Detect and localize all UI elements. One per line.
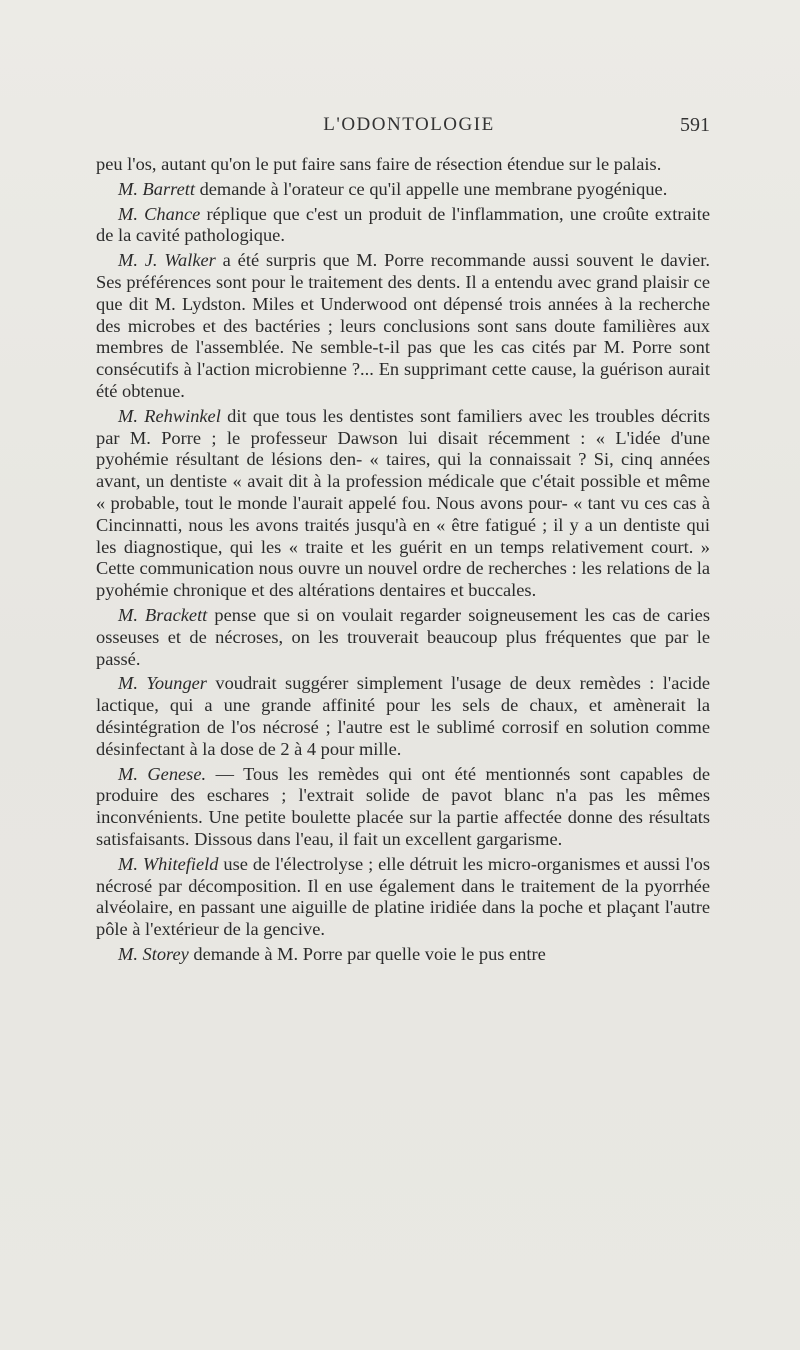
paragraph-barrett	[96, 179, 710, 201]
paragraph-younger	[96, 673, 710, 760]
paragraph-text: use de l'électrolyse ; elle détruit les micro-organismes et aussi l'os nécrosé par décomposition. Il en use également dans le traitement de la pyorrhée alvéolaire, en passant une aiguille de platine iridiée dans la poche et plaçant l'autre pôle à l'extérieur de la gencive.	[96, 853, 710, 940]
paragraph-continuation	[96, 154, 710, 176]
speaker-name: M. Brackett	[118, 604, 208, 625]
speaker-name: M. Rehwinkel	[118, 405, 221, 426]
paragraph-text: a été surpris que M. Porre recommande aussi souvent le davier. Ses préférences sont pour le traitement des dents. Il a entendu avec grand plaisir ce que dit M. Lydston. Miles et Underwood ont dépensé trois années à la recherche des microbes et des bactéries ; leurs conclusions sont sans doute familières aux membres de l'assemblée. Ne semble-t-il pas que les cas cités par M. Porre sont consécutifs à l'action microbienne ?... En supprimant cette cause, la guérison aurait été obtenue.	[96, 250, 710, 401]
paragraph-storey	[96, 944, 710, 966]
paragraph-text: pense que si on voulait regarder soigneusement les cas de caries osseuses et de nécroses, on les trouverait beaucoup plus fréquentes que par le passé.	[96, 604, 711, 669]
paragraph-text: demande à l'orateur ce qu'il appelle une membrane pyogénique.	[194, 178, 668, 199]
journal-title: L'ODONTOLOGIE	[323, 114, 495, 135]
paragraph-genese	[96, 764, 710, 851]
paragraph-whitefield	[96, 854, 710, 941]
speaker-name: M. Genese.	[118, 763, 207, 784]
paragraph-rehwinkel	[96, 406, 710, 602]
paragraph-text: voudrait suggérer simplement l'usage de deux remèdes : l'acide lactique, qui a une grande affinité pour les sels de chaux, et amènerait la désintégration de l'os nécrosé ; l'autre est le sublimé corrosif en solution comme désinfectant à la dose de 2 à 4 pour mille.	[96, 673, 711, 759]
speaker-name: M. Younger	[118, 673, 207, 694]
paragraph-text: peu l'os, autant qu'on le put faire sans faire de résection étendue sur le palais.	[96, 154, 662, 174]
speaker-name: M. Barrett	[118, 178, 195, 199]
paragraph-chance	[96, 204, 710, 248]
running-head	[108, 114, 710, 144]
speaker-name: M. J. Walker	[118, 250, 216, 271]
paragraph-walker	[96, 250, 710, 403]
paragraph-text: réplique que c'est un produit de l'inflammation, une croûte extraite de la cavité pathologique.	[96, 203, 710, 246]
paragraph-text: dit que tous les dentistes sont familiers avec les troubles décrits par M. Porre ; le professeur Dawson lui disait récemment : « L'idée d'une pyohémie résultant de lésions den- « taires, qui la connaissait ? Si, cinq années avant, un dentiste « avait dit à la profession médicale que c'était possible et même « probable, tout le monde l'aurait appelé fou. Nous avons pour- « tant vu ces cas à Cincinnatti, nous les avons traités jusqu'à en « être fatigué ; il y a un dentiste qui les diagnostique, qui les « traite et les guérit en un temps relativement court. » Cette communication nous ouvre un nouvel ordre de recherches : les relations de la pyohémie chronique et des altérations dentaires et buccales.	[96, 405, 710, 601]
speaker-name: M. Chance	[118, 203, 201, 224]
paragraph-brackett	[96, 605, 710, 670]
paragraph-text: — Tous les remèdes qui ont été mentionnés sont capables de produire des eschares ; l'extrait solide de pavot blanc n'a pas les mêmes inconvénients. Une petite boulette placée sur la partie affectée donne des résultats satisfaisants. Dissous dans l'eau, il fait un excellent gargarisme.	[96, 763, 711, 849]
speaker-name: M. Whitefield	[118, 853, 219, 874]
body-text	[96, 154, 710, 969]
page-number: 591	[680, 114, 710, 136]
speaker-name: M. Storey	[118, 943, 189, 964]
paragraph-text: demande à M. Porre par quelle voie le pus entre	[188, 943, 546, 964]
